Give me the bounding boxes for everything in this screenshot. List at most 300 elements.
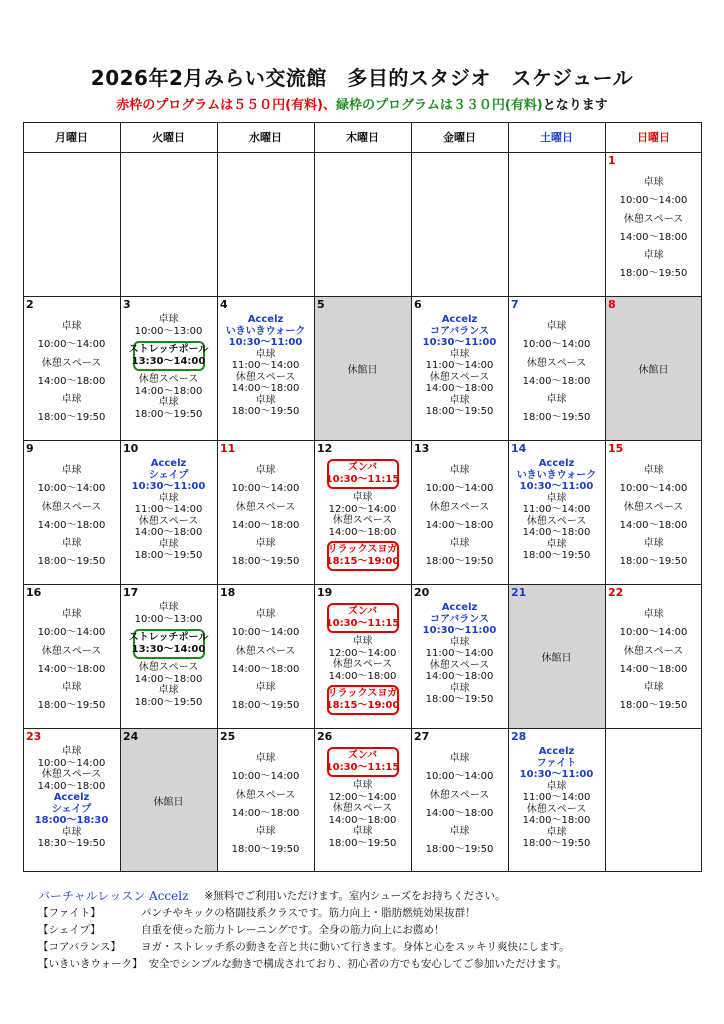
schedule-line: 13:30～14:00: [131, 356, 206, 367]
day-cell: [314, 728, 411, 872]
price-note-rest: となります: [542, 98, 608, 113]
schedule-line: 卓球: [546, 321, 567, 332]
price-note: [0, 94, 724, 113]
day-number: 8: [608, 298, 616, 311]
day-cell: [120, 440, 217, 584]
paid-program-box-330: [128, 341, 209, 371]
schedule-line: 12:00～14:00: [328, 647, 397, 659]
schedule-line: 卓球: [255, 753, 276, 764]
schedule-line: 卓球: [255, 394, 276, 406]
schedule-line: 休憩スペース: [332, 659, 393, 670]
day-cell: [314, 296, 411, 440]
schedule-line: 休憩スペース: [138, 374, 199, 385]
day-cell: [508, 296, 605, 440]
price-note-green: 緑枠のプログラムは３３０円(有料): [335, 98, 543, 113]
day-cell: [217, 296, 314, 440]
day-schedule: [217, 750, 314, 860]
schedule-line: Accelz: [150, 458, 187, 469]
day-schedule: [411, 314, 508, 418]
day-cell: [605, 584, 702, 728]
day-schedule: [411, 602, 508, 706]
day-cell: [605, 296, 702, 440]
day-number: 27: [414, 730, 430, 743]
day-schedule: [314, 600, 411, 718]
schedule-line: ズンバ: [347, 462, 378, 473]
schedule-line: 11:00～14:00: [231, 360, 300, 371]
schedule-line: 休憩スペース: [235, 645, 296, 657]
schedule-line: 卓球: [158, 397, 179, 408]
schedule-line: 10:00～14:00: [37, 483, 106, 495]
grid-line: [23, 152, 702, 153]
schedule-line: 14:00～18:00: [231, 807, 300, 819]
grid-line: [314, 122, 315, 872]
schedule-line: 10:00～14:00: [522, 339, 591, 351]
paid-program-box-330: [128, 629, 209, 659]
schedule-line: 休憩スペース: [429, 501, 490, 513]
schedule-line: 休憩スペース: [41, 501, 102, 513]
paid-program-box-550: [327, 603, 399, 633]
note-accelz-label: バーチャルレッスン Accelz: [38, 889, 189, 903]
schedule-line: ストレッチポール: [128, 632, 209, 643]
schedule-line: 18:00～19:50: [37, 412, 106, 424]
day-number: 23: [26, 730, 42, 743]
closed-label: 休館日: [638, 364, 669, 376]
schedule-line: 14:00～18:00: [328, 526, 397, 538]
grid-line: [23, 296, 702, 297]
schedule-line: 18:00～19:50: [522, 412, 591, 424]
schedule-line: 卓球: [643, 538, 664, 550]
day-number: 16: [26, 586, 42, 599]
schedule-line: 卓球: [61, 609, 82, 620]
schedule-line: 休憩スペース: [41, 357, 102, 369]
day-schedule: [508, 458, 605, 562]
weekday-header: 木曜日: [346, 131, 379, 144]
weekday-header: 日曜日: [637, 131, 670, 144]
day-schedule: [605, 462, 702, 572]
schedule-line: コアバランス: [430, 613, 489, 625]
schedule-line: 10:00～13:00: [134, 326, 203, 337]
schedule-line: 卓球: [546, 826, 567, 838]
schedule-calendar: [23, 122, 702, 872]
schedule-line: 14:00～18:00: [134, 385, 203, 397]
day-schedule: [411, 462, 508, 572]
day-number: 4: [220, 298, 228, 311]
schedule-line: 12:00～14:00: [328, 503, 397, 515]
schedule-line: 卓球: [255, 465, 276, 476]
schedule-line: 10:00～14:00: [425, 483, 494, 495]
schedule-line: ズンバ: [347, 606, 378, 617]
note-text: 安全でシンプルな動きで構成されており、初心者の方でも安心してご参加いただけます。: [148, 958, 568, 970]
schedule-line: 卓球: [352, 826, 373, 837]
schedule-line: 10:00～14:00: [619, 195, 688, 207]
schedule-line: 14:00～18:00: [522, 527, 591, 538]
schedule-line: Accelz: [441, 602, 478, 613]
grid-line: [23, 122, 24, 872]
closed-label: 休館日: [153, 796, 184, 808]
closed-label: 休館日: [541, 652, 572, 664]
schedule-line: 卓球: [61, 538, 82, 550]
day-cell: [411, 152, 508, 296]
schedule-line: 18:00～19:50: [619, 700, 688, 712]
schedule-line: 10:30～11:00: [422, 625, 497, 636]
schedule-line: 18:00～19:50: [231, 700, 300, 712]
schedule-line: 休憩スペース: [429, 789, 490, 801]
schedule-line: 14:00～18:00: [37, 780, 106, 792]
schedule-line: 10:00～14:00: [231, 483, 300, 495]
schedule-line: 卓球: [643, 609, 664, 620]
schedule-line: 18:00～19:50: [134, 408, 203, 420]
day-number: 9: [26, 442, 34, 455]
schedule-line: 卓球: [643, 250, 664, 262]
day-cell: [411, 584, 508, 728]
day-number: 12: [317, 442, 333, 455]
day-number: 6: [414, 298, 422, 311]
schedule-line: 14:00～18:00: [522, 815, 591, 826]
schedule-line: 18:15～19:00: [325, 556, 400, 567]
day-cell: [605, 152, 702, 296]
schedule-line: 休憩スペース: [623, 645, 684, 657]
schedule-line: シェイプ: [51, 803, 92, 815]
price-note-red: 赤枠のプログラムは５５０円(有料)、: [116, 98, 336, 113]
schedule-line: 10:00～14:00: [37, 757, 106, 769]
schedule-line: ストレッチポール: [128, 344, 209, 355]
schedule-line: 14:00～18:00: [328, 814, 397, 826]
schedule-line: 18:00～19:50: [231, 556, 300, 568]
day-number: 15: [608, 442, 624, 455]
schedule-line: 卓球: [61, 321, 82, 332]
schedule-line: コアバランス: [430, 325, 489, 337]
schedule-line: 卓球: [61, 465, 82, 476]
schedule-line: 卓球: [61, 682, 82, 694]
schedule-line: 10:30～11:00: [422, 337, 497, 348]
day-number: 10: [123, 442, 139, 455]
schedule-line: ファイト: [536, 757, 577, 769]
schedule-line: 13:30～14:00: [131, 644, 206, 655]
schedule-line: 卓球: [61, 394, 82, 406]
schedule-line: 18:00～19:50: [619, 268, 688, 280]
schedule-line: 休憩スペース: [138, 515, 199, 527]
day-schedule: [23, 746, 120, 850]
day-schedule: [120, 602, 217, 708]
schedule-line: 18:00～19:50: [231, 844, 300, 856]
day-number: 24: [123, 730, 139, 743]
day-cell: [508, 728, 605, 872]
schedule-line: 卓球: [449, 538, 470, 550]
day-cell: [508, 152, 605, 296]
day-cell: [23, 296, 120, 440]
note-item: [38, 939, 708, 956]
day-cell: [314, 584, 411, 728]
schedule-line: 卓球: [255, 682, 276, 694]
schedule-line: 18:00～19:50: [425, 406, 494, 417]
schedule-line: 18:00～19:50: [231, 406, 300, 417]
note-item: [38, 956, 708, 973]
paid-program-box-550: [327, 747, 399, 777]
grid-line: [23, 584, 702, 585]
day-cell: [23, 584, 120, 728]
day-number: 1: [608, 154, 616, 167]
schedule-line: 14:00～18:00: [619, 663, 688, 675]
schedule-line: 卓球: [158, 492, 179, 504]
notes-section: [38, 888, 708, 973]
day-schedule: [605, 606, 702, 716]
schedule-line: 10:30～11:00: [228, 337, 303, 348]
schedule-line: 卓球: [61, 746, 82, 757]
schedule-line: 14:00～18:00: [425, 807, 494, 819]
day-schedule: [23, 462, 120, 572]
schedule-line: 卓球: [449, 826, 470, 838]
page-title: 2026年2月みらい交流館 多目的スタジオ スケジュール: [90, 66, 634, 90]
day-cell: [314, 440, 411, 584]
schedule-line: 卓球: [643, 177, 664, 188]
note-text: 自重を使った筋力トレーニングです。全身の筋力向上にお薦め！: [141, 924, 445, 936]
schedule-line: 10:30～11:15: [325, 474, 400, 485]
day-number: 3: [123, 298, 131, 311]
day-number: 2: [26, 298, 34, 311]
day-schedule: [23, 318, 120, 428]
schedule-line: 11:00～14:00: [522, 504, 591, 515]
schedule-line: 卓球: [449, 348, 470, 360]
weekday-header: 月曜日: [55, 131, 88, 144]
schedule-line: 10:30～11:00: [519, 481, 594, 492]
schedule-line: いきいきウォーク: [516, 469, 597, 481]
day-schedule: [217, 606, 314, 716]
schedule-line: 休憩スペース: [526, 803, 587, 815]
day-schedule: [411, 750, 508, 860]
schedule-line: 14:00～18:00: [37, 375, 106, 387]
schedule-line: 12:00～14:00: [328, 791, 397, 803]
day-cell: [120, 584, 217, 728]
schedule-line: Accelz: [247, 314, 284, 325]
note-key: 【ファイト】: [38, 907, 101, 919]
day-schedule: [217, 462, 314, 572]
schedule-line: 11:00～14:00: [522, 792, 591, 803]
schedule-line: 14:00～18:00: [425, 383, 494, 394]
paid-program-box-550: [327, 541, 399, 571]
schedule-line: 18:00～19:50: [134, 696, 203, 708]
schedule-line: 14:00～18:00: [231, 383, 300, 394]
day-number: 19: [317, 586, 333, 599]
closed-label: 休館日: [347, 364, 378, 376]
day-cell: [120, 728, 217, 872]
day-schedule: [605, 174, 702, 284]
schedule-line: 休憩スペース: [138, 662, 199, 673]
day-schedule: [508, 746, 605, 850]
day-number: 18: [220, 586, 236, 599]
note-text: パンチやキックの格闘技系クラスです。筋力向上・脂肪燃焼効果抜群！: [141, 907, 476, 919]
schedule-line: 11:00～14:00: [425, 360, 494, 371]
schedule-line: 10:00～14:00: [619, 483, 688, 495]
schedule-line: 卓球: [158, 685, 179, 696]
day-cell: [508, 584, 605, 728]
weekday-header: 水曜日: [249, 131, 282, 144]
note-accelz: [38, 888, 708, 905]
schedule-line: 休憩スペース: [235, 789, 296, 801]
day-cell: [605, 728, 702, 872]
day-cell: [217, 728, 314, 872]
schedule-line: 14:00～18:00: [231, 519, 300, 531]
schedule-line: 休憩スペース: [623, 213, 684, 225]
grid-line: [411, 122, 412, 872]
schedule-line: 14:00～18:00: [619, 231, 688, 243]
schedule-line: 14:00～18:00: [425, 519, 494, 531]
schedule-line: 休憩スペース: [526, 357, 587, 369]
day-schedule: [314, 456, 411, 574]
schedule-line: 休憩スペース: [429, 659, 490, 671]
schedule-line: 10:00～13:00: [134, 614, 203, 625]
day-cell: [23, 152, 120, 296]
grid-line: [120, 122, 121, 872]
schedule-line: 18:15～19:00: [325, 700, 400, 711]
note-key: 【シェイプ】: [38, 924, 101, 936]
day-schedule: [120, 458, 217, 562]
grid-line: [23, 728, 702, 729]
schedule-line: 卓球: [546, 780, 567, 792]
schedule-line: Accelz: [538, 458, 575, 469]
schedule-line: 卓球: [255, 348, 276, 360]
day-cell: [411, 296, 508, 440]
schedule-line: 卓球: [158, 602, 179, 613]
day-number: 20: [414, 586, 430, 599]
schedule-line: 18:00～19:50: [37, 700, 106, 712]
day-cell: [411, 728, 508, 872]
schedule-line: Accelz: [538, 746, 575, 757]
note-item: [38, 922, 708, 939]
note-accelz-text: ※無料でご利用いただけます。室内シューズをお持ちください。: [204, 890, 506, 902]
schedule-line: 18:30～19:50: [37, 838, 106, 849]
schedule-line: Accelz: [53, 792, 90, 803]
schedule-line: 14:00～18:00: [619, 519, 688, 531]
schedule-line: 卓球: [352, 492, 373, 503]
schedule-line: リラックスヨガ: [327, 544, 398, 555]
schedule-line: 卓球: [546, 538, 567, 550]
schedule-line: 18:00～19:50: [37, 556, 106, 568]
schedule-line: 休憩スペース: [429, 371, 490, 383]
day-number: 22: [608, 586, 624, 599]
grid-line: [605, 122, 606, 872]
weekday-header: 金曜日: [443, 131, 476, 144]
schedule-line: 卓球: [449, 682, 470, 694]
day-schedule: [23, 606, 120, 716]
day-number: 13: [414, 442, 430, 455]
day-number: 28: [511, 730, 527, 743]
schedule-line: 休憩スペース: [235, 371, 296, 383]
schedule-line: 休憩スペース: [41, 769, 102, 780]
schedule-line: 休憩スペース: [332, 515, 393, 526]
weekday-header: 土曜日: [540, 131, 573, 144]
day-number: 17: [123, 586, 139, 599]
day-schedule: [120, 314, 217, 420]
day-number: 26: [317, 730, 333, 743]
schedule-line: 10:00～14:00: [425, 771, 494, 783]
schedule-line: 休憩スペース: [623, 501, 684, 513]
schedule-line: 18:00～19:50: [134, 550, 203, 561]
schedule-line: 11:00～14:00: [134, 504, 203, 515]
schedule-line: 18:00～19:50: [425, 556, 494, 568]
schedule-line: 卓球: [61, 826, 82, 838]
schedule-line: 10:30～11:15: [325, 762, 400, 773]
paid-program-box-550: [327, 459, 399, 489]
schedule-line: 卓球: [449, 753, 470, 764]
schedule-line: 卓球: [158, 314, 179, 325]
schedule-line: 18:00～19:50: [328, 837, 397, 849]
schedule-line: 10:00～14:00: [231, 627, 300, 639]
schedule-line: 卓球: [643, 682, 664, 694]
day-cell: [411, 440, 508, 584]
schedule-line: 卓球: [449, 394, 470, 406]
note-key: 【いきいきウォーク】: [38, 958, 143, 970]
day-schedule: [508, 318, 605, 428]
schedule-line: 18:00～19:50: [425, 694, 494, 705]
day-cell: [605, 440, 702, 584]
day-cell: [217, 584, 314, 728]
schedule-line: 卓球: [255, 609, 276, 620]
day-schedule: [314, 744, 411, 849]
schedule-line: 卓球: [449, 636, 470, 648]
day-number: 14: [511, 442, 527, 455]
schedule-line: 卓球: [643, 465, 664, 476]
schedule-line: 18:00～18:30: [34, 815, 109, 826]
schedule-line: 10:30～11:00: [131, 481, 206, 492]
schedule-line: 14:00～18:00: [231, 663, 300, 675]
day-number: 21: [511, 586, 527, 599]
schedule-line: 卓球: [352, 780, 373, 791]
schedule-line: 卓球: [255, 826, 276, 838]
schedule-line: 18:00～19:50: [425, 844, 494, 856]
weekday-header: 火曜日: [152, 131, 185, 144]
schedule-line: Accelz: [441, 314, 478, 325]
schedule-line: 14:00～18:00: [134, 673, 203, 685]
schedule-line: 14:00～18:00: [522, 375, 591, 387]
schedule-line: いきいきウォーク: [225, 325, 306, 337]
grid-line: [701, 122, 702, 872]
schedule-line: リラックスヨガ: [327, 688, 398, 699]
day-number: 11: [220, 442, 236, 455]
day-schedule: [217, 314, 314, 418]
schedule-line: シェイプ: [148, 469, 189, 481]
day-cell: [314, 152, 411, 296]
schedule-line: 11:00～14:00: [425, 648, 494, 659]
schedule-line: 10:30～11:00: [519, 769, 594, 780]
schedule-line: ズンバ: [347, 750, 378, 761]
schedule-line: 卓球: [158, 538, 179, 550]
schedule-line: 14:00～18:00: [425, 671, 494, 682]
grid-line: [23, 871, 702, 872]
day-cell: [217, 440, 314, 584]
schedule-line: 休憩スペース: [526, 515, 587, 527]
schedule-line: 14:00～18:00: [37, 663, 106, 675]
schedule-line: 卓球: [352, 636, 373, 647]
schedule-line: 卓球: [546, 492, 567, 504]
schedule-line: 14:00～18:00: [37, 519, 106, 531]
note-item: [38, 905, 708, 922]
schedule-line: 卓球: [546, 394, 567, 406]
day-cell: [508, 440, 605, 584]
schedule-line: 休憩スペース: [41, 645, 102, 657]
schedule-line: 卓球: [449, 465, 470, 476]
schedule-line: 18:00～19:50: [522, 550, 591, 561]
day-cell: [217, 152, 314, 296]
note-text: ヨガ・ストレッチ系の動きを音と共に動いて行きます。身体と心をスッキリ爽快にします。: [141, 941, 570, 953]
grid-line: [508, 122, 509, 872]
schedule-line: 10:30～11:15: [325, 618, 400, 629]
day-cell: [23, 728, 120, 872]
schedule-line: 14:00～18:00: [328, 670, 397, 682]
note-key: 【コアバランス】: [38, 941, 121, 953]
day-number: 25: [220, 730, 236, 743]
grid-line: [23, 122, 702, 123]
schedule-line: 10:00～14:00: [619, 627, 688, 639]
